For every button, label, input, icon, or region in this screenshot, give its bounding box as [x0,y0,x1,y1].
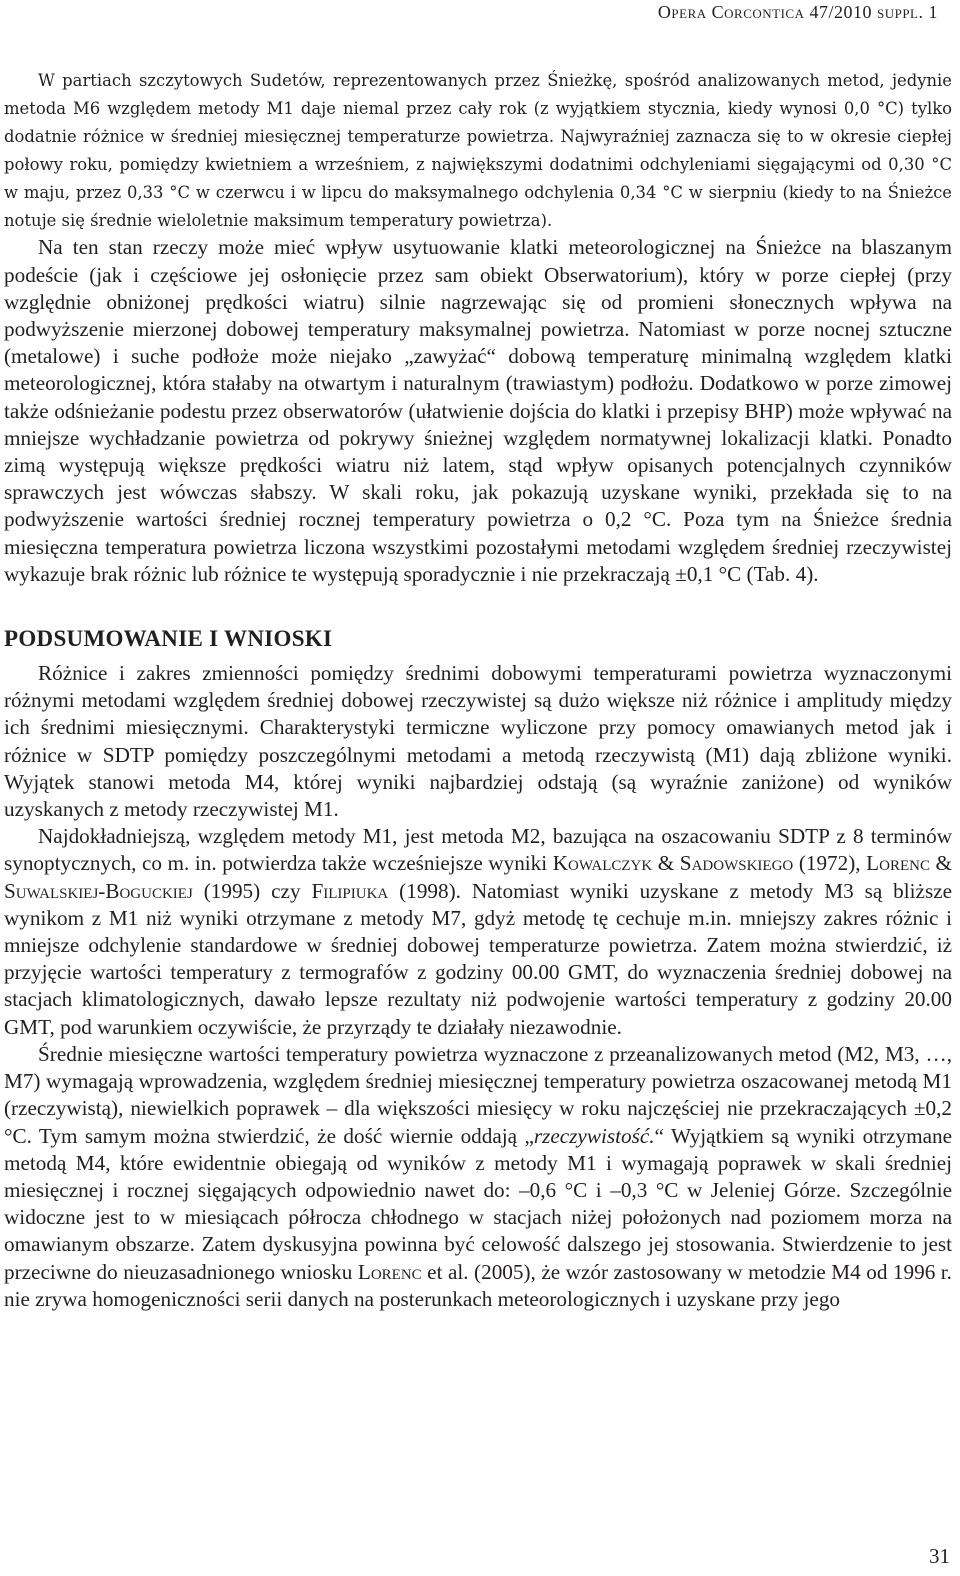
paragraph-summary-2 [4,823,952,1041]
article-body [4,66,952,1313]
text-segment: (1998). Natomiast wyniki uzyskane z metody M3 są bliższe wynikom z M1 niż wyniki otrzymane z metody M7, gdyż metodę tę cechuje m.in. mniejszy zakres różnic i mniejsze odchylenie standardowe w średniej dobowej temperaturze powietrza. Zatem można stwierdzić, iż przyjęcie wartości temperatury z termografów z godziny 00.00 GMT, do wyznaczenia średniej dobowej na stacjach klimatologicznych, dawało lepsze rezultaty niż podwojenie wartości temperatury z godziny 20.00 GMT, pod warunkiem oczywiście, że przyrządy te działały niezawodnie. [4,878,953,1039]
author-citation: Kowalczyk & Sadowskiego [552,851,794,876]
paragraph-summary-3 [4,1041,952,1313]
paragraph-sniezka-intro [4,66,952,234]
journal-header: Opera Corcontica 47/2010 suppl. 1 [657,2,938,22]
text-segment: (1972), [793,851,867,876]
author-citation: Lorenc [357,1259,422,1284]
paragraph-summary-1: Różnice i zakres zmienności pomiędzy średnimi dobowymi temperaturami powietrza wyznaczonymi różnymi metodami względem średniej dobowej rzeczywistej są dużo większe niż różnice i amplitudy między ich średnimi miesięcznymi. Charakterystyki termiczne wyliczone przy pomocy omawianych metod jak i różnice w SDTP pomiędzy poszczególnymi metodami a metodą rzeczywistą (M1) dają zbliżone wyniki. Wyjątek stanowi metoda M4, której wyniki najbardziej odstają (są wyraźnie zaniżone) od wyników uzyskanych z metody rzeczywistej M1. [4,661,952,822]
author-citation: Filipiuka [311,878,389,903]
paragraph-klatka: Na ten stan rzeczy może mieć wpływ usytuowanie klatki meteorologicznej na Śnieżce na blaszanym podeście (jak i częściowe jej osłonięcie przez sam obiekt Obserwatorium), który w porze ciepłej (przy względnie obniżonej prędkości wiatru) silnie nagrzewając się od promieni słonecznych wpływa na podwyższenie mierzonej dobowej temperatury maksymalnej powietrza. Natomiast w porze nocnej sztuczne (metalowe) i suche podłoże może niejako „zawyżać“ dobową temperaturę minimalną względem klatki meteorologicznej, która stałaby na otwartym i naturalnym (trawiastym) podłożu. Dodatkowo w porze zimowej także odśnieżanie podestu przez obserwatorów (ułatwienie dojścia do klatki i przepisy BHP) może wpływać na mniejsze wychładzanie powietrza od pokrywy śnieżnej względem normatywnej lokalizacji klatki. Ponadto zimą występują większe prędkości wiatru niż latem, stąd wpływ opisanych potencjalnych czynników sprawczych jest wówczas słabszy. W skali roku, jak pokazują uzyskane wyniki, przekłada się to na podwyższenie wartości średniej rocznej temperatury powietrza o 0,2 °C. Poza tym na Śnieżce średnia miesięczna temperatura powietrza liczona wszystkimi pozostałymi metodami względem średniej rzeczywistej wykazuje brak różnic lub różnice te występują sporadycznie i nie przekraczają ±0,1 °C (Tab. 4). [4,235,952,586]
text-segment: (1995) czy [192,878,312,903]
paragraph-lead: W partiach szczytowych Sudetów, reprezentowanych przez Śnieżkę, spośród analizowanych metod, jedynie metoda M6 względem metody M1 daje niemal przez cały rok (z wyjątkiem stycznia, [4,71,952,119]
italic-term: rzeczywistość. [533,1123,655,1148]
text-segment: Średnie miesięczne wartości temperatury powietrza wyznaczone z przeanalizowanych metod (M2, M3, …, M7) wymagają wprowadzenia, względem średniej miesięcznej temperatury powietrza oszacowanej metodą M1 (rzeczywistą), niewielkich poprawek – dla większości miesięcy w roku najczęściej nie przekraczających ±0,2 °C. Tym samym można stwierdzić, że dość wiernie oddają „ [4,1041,952,1148]
section-heading: PODSUMOWANIE I WNIOSKI [4,626,333,652]
page-number: 31 [929,1544,950,1568]
text-segment: Najdokładniejszą, względem metody M1, jest metoda M2, bazująca na oszacowaniu SDTP z 8 terminów synoptycznych, co m. in. potwierdza także wcześniejsze wyniki [4,824,952,876]
author-citation: Lorenc & Suwalskiej-Boguckiej [4,851,952,903]
paragraph-rest: kiedy wynosi 0,0 °C) tylko dodatnie różnice w średniej miesięcznej temperaturze powietrza. Najwyraźniej zaznacza się to w okresie ciepłej połowy roku, pomiędzy kwietniem a wrześniem, z największymi dodatnimi odchyleniami sięgającymi od 0,30 °C w maju, przez 0,33 °C w czerwcu i w lipcu do maksymalnego odchylenia 0,34 °C w sierpniu (kiedy to na Śnieżce notuje się średnie wieloletnie maksimum temperatury powietrza). [4,99,952,231]
text-segment: et al. (2005), że wzór zastosowany w metodzie M4 od 1996 r. nie zrywa homogeniczności serii danych na posterunkach meteorologicznych i uzyskane przy jego [4,1259,952,1311]
text-segment: “ Wyjątkiem są wyniki otrzymane metodą M4, które ewidentnie obiegają od wyników z metody M1 i wymagają poprawek w skali średniej miesięcznej i rocznej sięgających odpowiednio nawet do: –0,6 °C i –0,3 °C w Jeleniej Górze. Szczególnie widoczne jest to w miesiącach półrocza chłodnego w stacjach niżej położonych nad poziomem morza na omawianym obszarze. Zatem dyskusyjna powinna być celowość dalszego jej stosowania. Stwierdzenie to jest przeciwne do nieuzasadnionego wniosku [4,1123,952,1284]
